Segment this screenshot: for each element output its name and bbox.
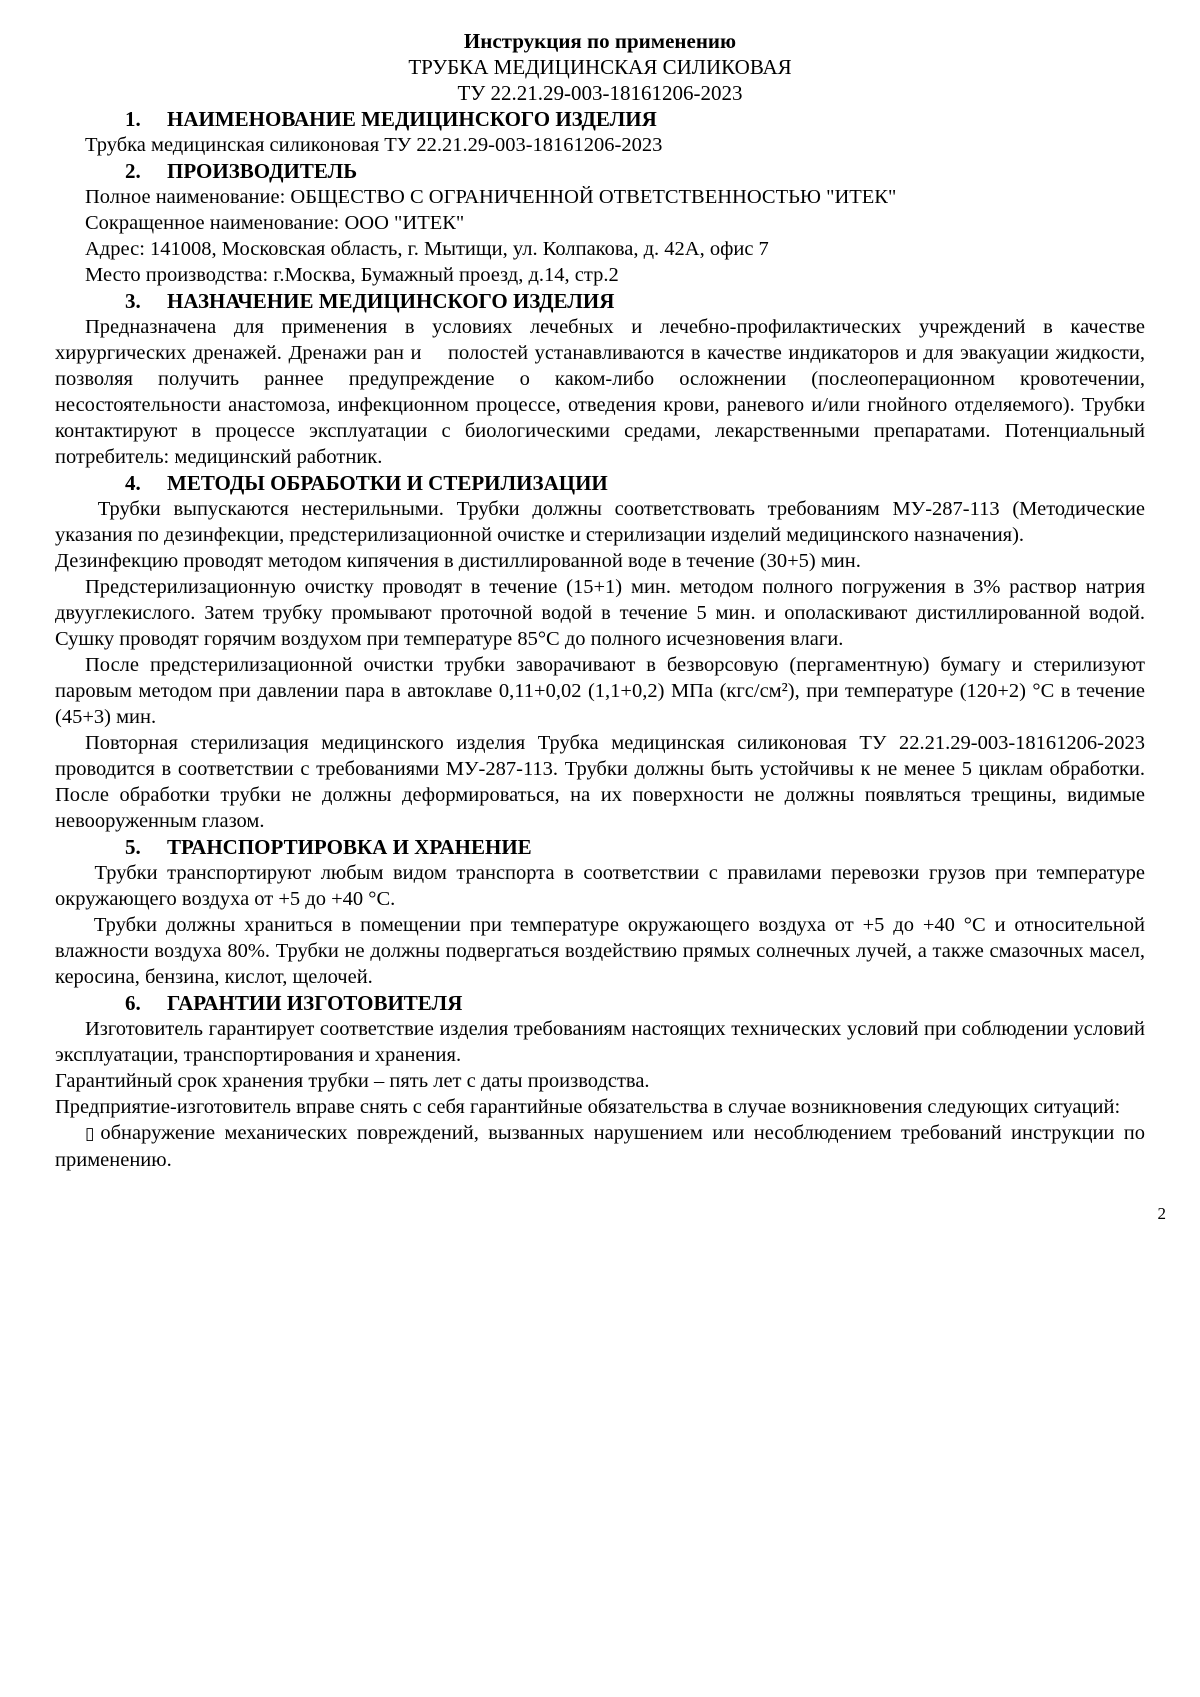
paragraph-text: Предназначена для применения в условиях лечебных и лечебно-профилактических учреждений в качестве хирургических дренажей. Дренажи ран и полостей устанавливаются в качестве индикаторов и для эвакуации жидкости, позволяя получить раннее предупреждение о каком-либо осложнении (послеоперационном кровотечении, несостоятельности анастомоза, инфекционном процессе, отведения крови, раневого и/или гнойного отделяемого). Трубки контактируют в процессе эксплуатации с биологическими средами, лекарственными препаратами. Потенциальный потребитель: медицинский работник. — [55, 316, 1145, 468]
section-number: 2. — [125, 159, 141, 183]
title-block — [55, 28, 1145, 106]
section-title: ПРОИЗВОДИТЕЛЬ — [167, 159, 358, 183]
empty-checkbox-glyph: ▯ — [85, 1124, 95, 1144]
paragraph-text: Адрес: 141008, Московская область, г. Мытищи, ул. Колпакова, д. 42А, офис 7 — [85, 238, 769, 260]
section-number: 3. — [125, 289, 141, 313]
paragraph — [55, 132, 1145, 158]
paragraph — [55, 1120, 1145, 1173]
section-title: НАИМЕНОВАНИЕ МЕДИЦИНСКОГО ИЗДЕЛИЯ — [167, 107, 657, 131]
doc-title: Инструкция по применению — [463, 29, 737, 53]
paragraph — [55, 236, 1145, 262]
paragraph — [55, 860, 1145, 912]
paragraph-text: После предстерилизационной очистки трубки заворачивают в безворсовую (пергаментную) бумагу и стерилизуют паровым методом при давлении пара в автоклаве 0,11+0,02 (1,1+0,2) МПа (кгс/см²), при температуре (120+2) °С в течение (45+3) мин. — [55, 654, 1145, 728]
product-name: ТРУБКА МЕДИЦИНСКАЯ СИЛИКОВАЯ — [408, 55, 792, 79]
paragraph-text: Сокращенное наименование: ООО "ИТЕК" — [85, 212, 465, 234]
paragraph-text: Предстерилизационную очистку проводят в течение (15+1) мин. методом полного погружения в 3% раствор натрия двууглекислого. Затем трубку промывают проточной водой в течение 5 мин. и ополаскивают дистиллированной водой. Сушку проводят горячим воздухом при температуре 85°С до полного исчезновения влаги. — [55, 576, 1145, 650]
paragraph — [55, 314, 1145, 470]
paragraph — [55, 574, 1145, 652]
document-body — [55, 106, 1145, 1173]
section-number: 6. — [125, 991, 141, 1015]
paragraph — [55, 1016, 1145, 1068]
paragraph — [55, 912, 1145, 990]
paragraph-text: Гарантийный срок хранения трубки – пять лет с даты производства. — [55, 1070, 650, 1092]
paragraph-text: Трубка медицинская силиконовая ТУ 22.21.29-003-18161206-2023 — [85, 134, 663, 156]
paragraph-text: Изготовитель гарантирует соответствие изделия требованиям настоящих технических условий при соблюдении условий эксплуатации, транспортирования и хранения. — [55, 1018, 1145, 1066]
section-title: МЕТОДЫ ОБРАБОТКИ И СТЕРИЛИЗАЦИИ — [167, 471, 608, 495]
paragraph-text: Место производства: г.Москва, Бумажный проезд, д.14, стр.2 — [85, 264, 619, 286]
paragraph-text: Трубки выпускаются нестерильными. Трубки должны соответствовать требованиям МУ-287-113 (Методические указания по дезинфекции, предстерилизационной очистке и стерилизации изделий медицинского назначения). — [55, 498, 1145, 546]
paragraph — [55, 184, 1145, 210]
section-heading — [125, 288, 1145, 314]
section-title: ТРАНСПОРТИРОВКА И ХРАНЕНИЕ — [167, 835, 532, 859]
paragraph — [55, 1094, 1145, 1120]
section-heading — [125, 990, 1145, 1016]
paragraph-text: Полное наименование: ОБЩЕСТВО С ОГРАНИЧЕННОЙ ОТВЕТСТВЕННОСТЬЮ "ИТЕК" — [85, 186, 897, 208]
paragraph-text: Повторная стерилизация медицинского изделия Трубка медицинская силиконовая ТУ 22.21.29-003-18161206-2023 проводится в соответствии с требованиями МУ-287-113. Трубки должны быть устойчивы к не менее 5 циклам обработки. После обработки трубки не должны деформироваться, на их поверхности не должны появляться трещины, видимые невооруженным глазом. — [55, 732, 1145, 832]
paragraph — [55, 548, 1145, 574]
paragraph — [55, 262, 1145, 288]
section-heading — [125, 834, 1145, 860]
paragraph-text: Трубки транспортируют любым видом транспорта в соответствии с правилами перевозки грузов при температуре окружающего воздуха от +5 до +40 °С. — [55, 862, 1145, 910]
page-number: 2 — [1157, 1204, 1166, 1223]
paragraph — [55, 652, 1145, 730]
section-number: 4. — [125, 471, 141, 495]
paragraph — [55, 210, 1145, 236]
paragraph-text: Трубки должны храниться в помещении при температуре окружающего воздуха от +5 до +40 °С и относительной влажности воздуха 80%. Трубки не должны подвергаться воздействию прямых солнечных лучей, а также смазочных масел, керосина, бензина, кислот, щелочей. — [55, 914, 1145, 988]
paragraph — [55, 1068, 1145, 1094]
paragraph — [55, 496, 1145, 548]
paragraph-text: Предприятие-изготовитель вправе снять с себя гарантийные обязательства в случае возникновения следующих ситуаций: — [55, 1096, 1121, 1118]
section-heading — [125, 106, 1145, 132]
section-heading — [125, 158, 1145, 184]
section-heading — [125, 470, 1145, 496]
paragraph-text: Дезинфекцию проводят методом кипячения в дистиллированной воде в течение (30+5) мин. — [55, 550, 861, 572]
paragraph — [55, 730, 1145, 834]
section-number: 1. — [125, 107, 141, 131]
section-number: 5. — [125, 835, 141, 859]
paragraph-text: обнаружение механических повреждений, вызванных нарушением или несоблюдением требований инструкции по применению. — [55, 1122, 1145, 1171]
section-title: НАЗНАЧЕНИЕ МЕДИЦИНСКОГО ИЗДЕЛИЯ — [167, 289, 615, 313]
tu-number: ТУ 22.21.29-003-18161206-2023 — [457, 81, 743, 105]
section-title: ГАРАНТИИ ИЗГОТОВИТЕЛЯ — [167, 991, 463, 1015]
